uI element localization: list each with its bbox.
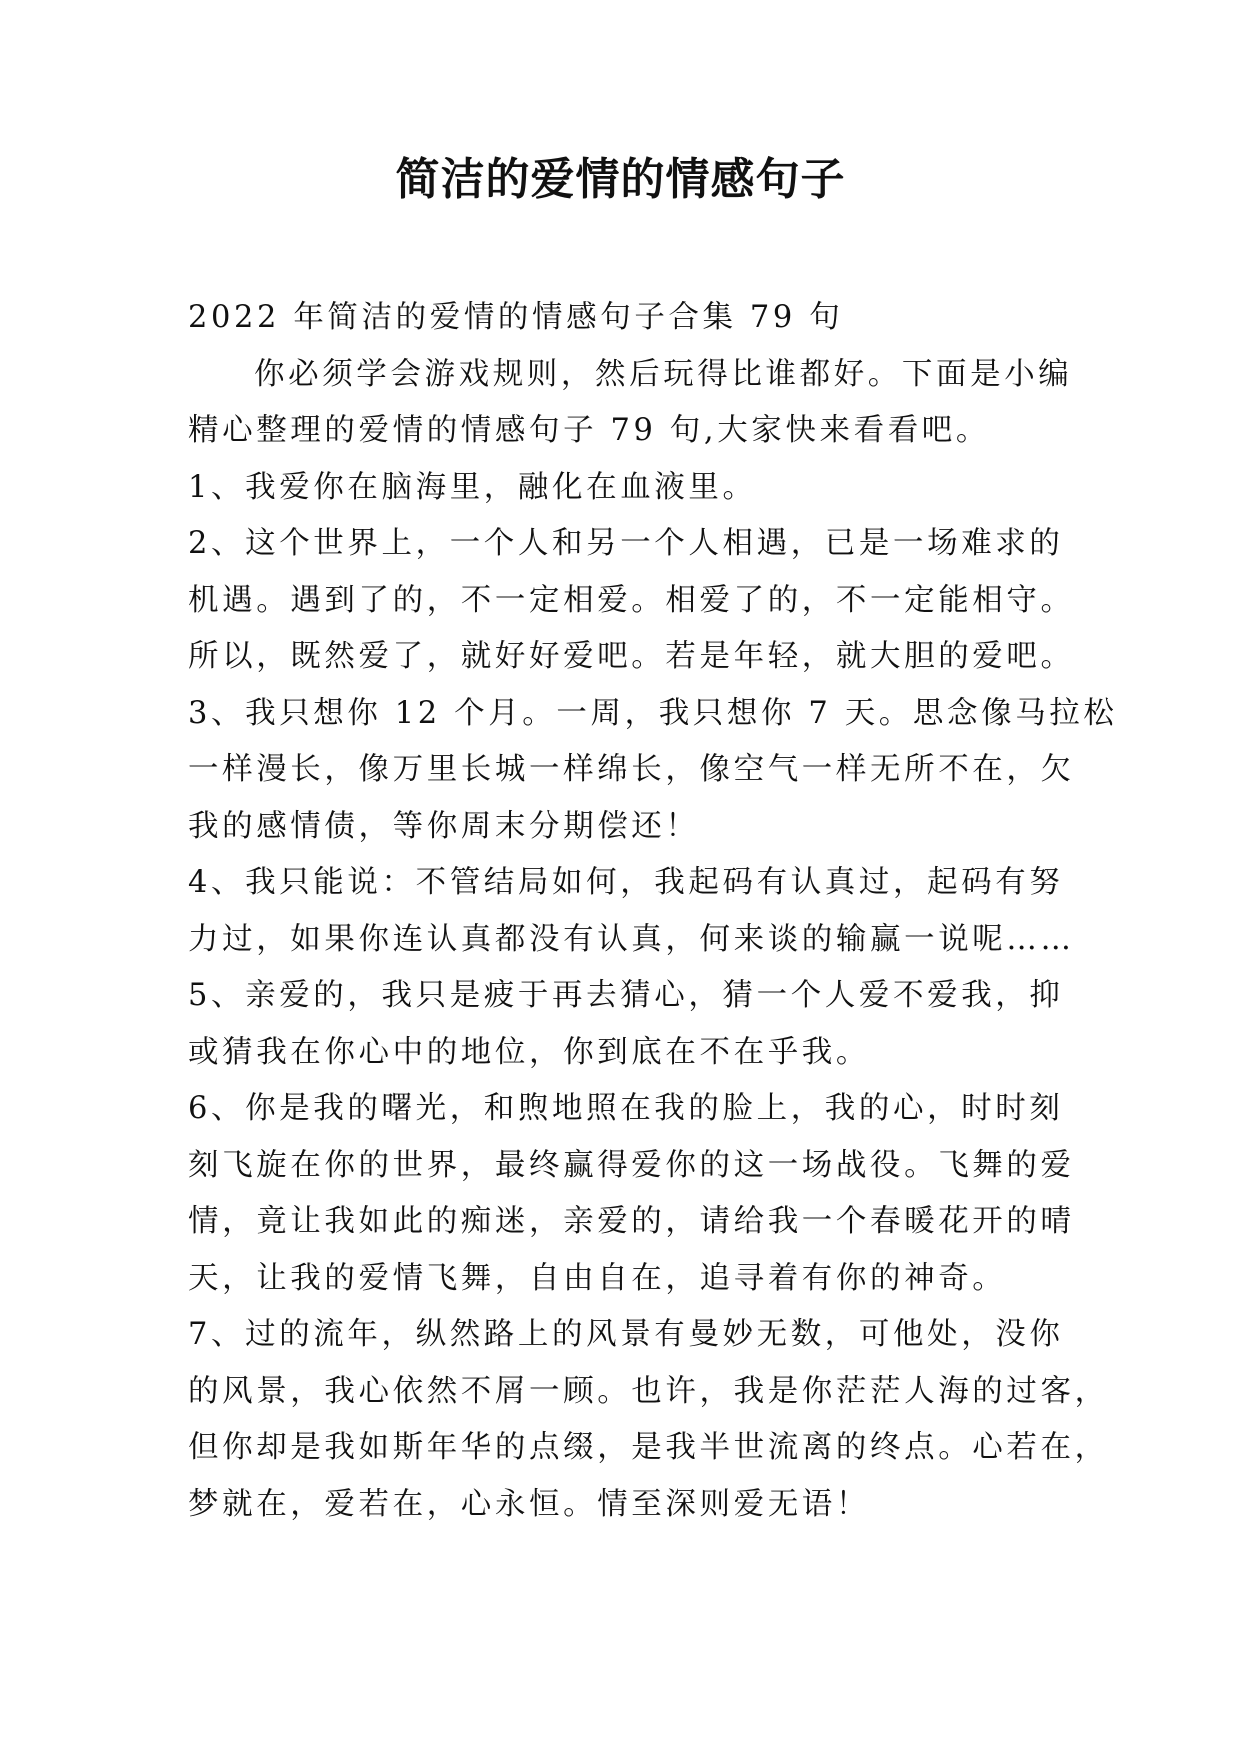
intro-line: 你必须学会游戏规则，然后玩得比谁都好。下面是小编 xyxy=(254,356,1073,392)
document-body xyxy=(188,290,1118,1533)
sentence-line: 力过，如果你连认真都没有认真，何来谈的输赢一说呢…… xyxy=(188,921,1075,957)
subtitle-line: 2022 年简洁的爱情的情感句子合集 79 句 xyxy=(188,300,844,335)
sentence-line: 所以，既然爱了，就好好爱吧。若是年轻，就大胆的爱吧。 xyxy=(188,639,1075,674)
sentence-line: 但你却是我如斯年华的点缀，是我半世流离的终点。心若在， xyxy=(188,1430,1109,1465)
sentence-line: 7、过的流年，纵然路上的风景有曼妙无数，可他处，没你 xyxy=(188,1317,1064,1352)
sentence-line: 5、亲爱的，我只是疲于再去猜心，猜一个人爱不爱我，抑 xyxy=(188,978,1064,1013)
intro-line: 精心整理的爱情的情感句子 79 句,大家快来看看吧。 xyxy=(188,413,990,448)
sentence-line: 3、我只想你 12 个月。一周，我只想你 7 天。思念像马拉松 xyxy=(188,695,1118,731)
sentence-line: 1、我爱你在脑海里，融化在血液里。 xyxy=(188,469,757,505)
sentence-line: 天，让我的爱情飞舞，自由自在，追寻着有你的神奇。 xyxy=(188,1260,1007,1296)
sentence-line: 4、我只能说：不管结局如何，我起码有认真过，起码有努 xyxy=(188,865,1064,900)
sentence-line: 机遇。遇到了的，不一定相爱。相爱了的，不一定能相守。 xyxy=(188,582,1075,618)
sentence-line: 我的感情债，等你周末分期偿还！ xyxy=(188,808,700,844)
sentence-line: 一样漫长，像万里长城一样绵长，像空气一样无所不在，欠 xyxy=(188,752,1075,787)
sentence-line: 2、这个世界上，一个人和另一个人相遇，已是一场难求的 xyxy=(188,526,1064,561)
sentence-line: 刻飞旋在你的世界，最终赢得爱你的这一场战役。飞舞的爱 xyxy=(188,1147,1075,1183)
document-title: 简洁的爱情的情感句子 xyxy=(395,154,846,205)
sentence-line: 的风景，我心依然不屑一顾。也许，我是你茫茫人海的过客， xyxy=(188,1373,1109,1409)
sentence-line: 情，竟让我如此的痴迷，亲爱的，请给我一个春暖花开的晴 xyxy=(188,1204,1075,1239)
sentence-line: 或猜我在你心中的地位，你到底在不在乎我。 xyxy=(188,1034,870,1070)
sentence-line: 6、你是我的曙光，和煦地照在我的脸上，我的心，时时刻 xyxy=(188,1091,1064,1126)
sentence-line: 梦就在，爱若在，心永恒。情至深则爱无语！ xyxy=(188,1486,870,1522)
